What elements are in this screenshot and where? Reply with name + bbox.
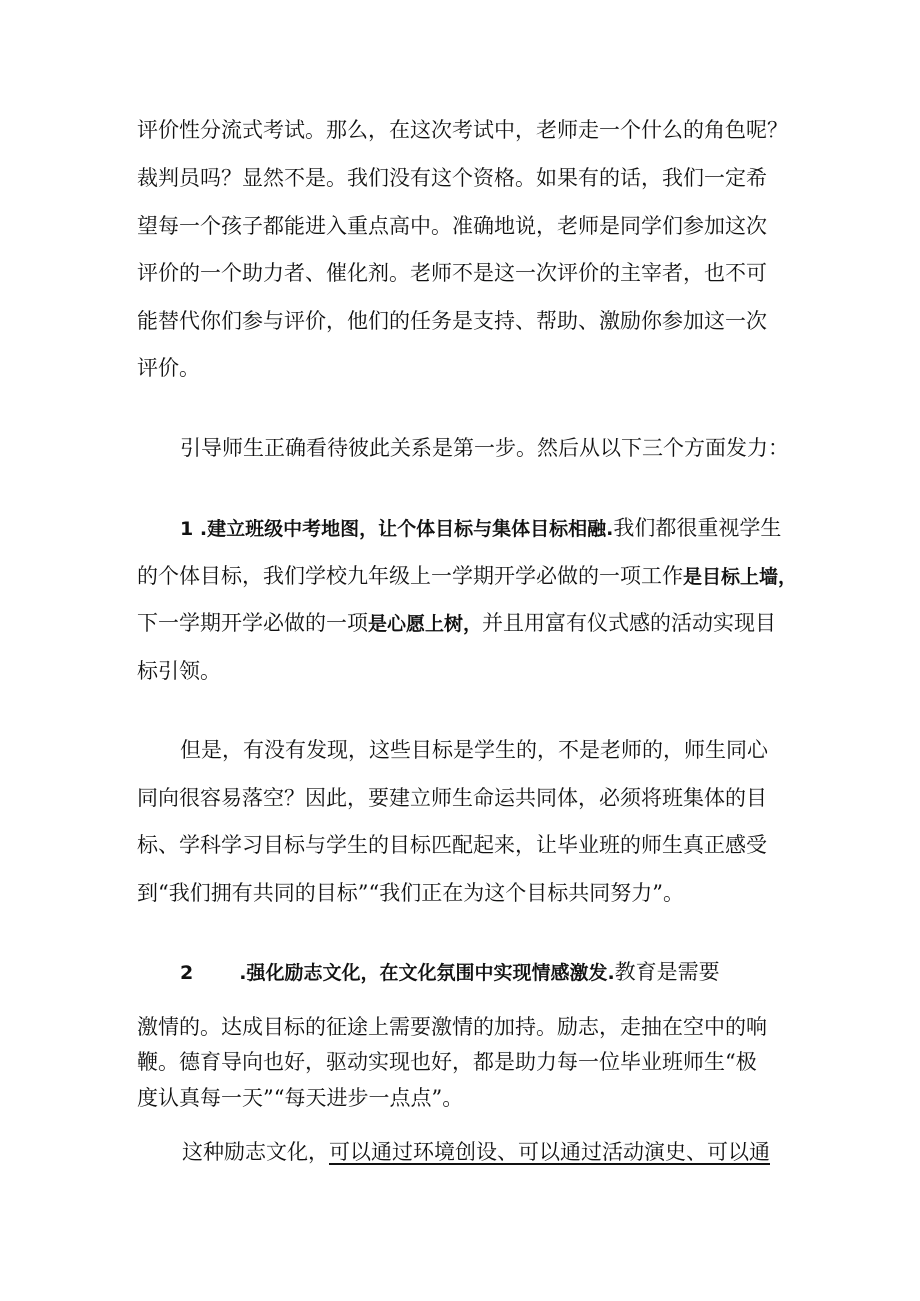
section-1-heading: .建立班级中考地图，让个体目标与集体目标相融.	[199, 518, 614, 540]
paragraph-3-line-3-tail: 并且用富有仪式感的活动实现目	[482, 611, 777, 635]
paragraph-6-line-1	[182, 1137, 770, 1167]
keyword-wish-tree: 是心愿上树，	[368, 613, 483, 635]
paragraph-4-line-2: 同向很容易落空？因此，要建立师生命运共同体，必须将班集体的目	[137, 786, 767, 810]
paragraph-1-line-6: 评价。	[137, 356, 200, 380]
paragraph-5-line-3: 鞭。德育导向也好，驱动实现也好，都是助力每一位毕业班师生“极	[137, 1050, 757, 1074]
paragraph-3-line-4: 标引领。	[137, 659, 221, 683]
underlined-phrase: 可以通过环境创设、可以通过活动演史、可以通	[329, 1140, 770, 1164]
paragraph-2-line-1: 引导师生正确看待彼此关系是第一步。然后从以下三个方面发力：	[180, 436, 789, 460]
paragraph-5-line-1	[180, 957, 720, 988]
paragraph-4-line-4: 到“我们拥有共同的目标”“我们正在为这个目标共同努力”。	[137, 881, 684, 905]
section-2-number: 2	[180, 962, 194, 984]
paragraph-5-line-4: 度认真每一天”“每天进步一点点”。	[137, 1086, 464, 1110]
paragraph-1-line-4: 评价的一个助力者、催化剂。老师不是这一次评价的主宰者，也不可	[137, 261, 767, 285]
paragraph-5-line-1-tail: 教育是需要	[614, 960, 720, 984]
paragraph-4-line-3: 标、学科学习目标与学生的目标匹配起来，让毕业班的师生真正感受	[137, 833, 767, 857]
section-1-number: 1	[180, 518, 194, 540]
paragraph-3-line-2	[137, 561, 797, 592]
paragraph-3-line-3-text: 下一学期开学必做的一项	[137, 611, 368, 635]
paragraph-3-line-2-text: 的个体目标，我们学校九年级上一学期开学必做的一项工作	[137, 564, 683, 588]
keyword-goal-wall: 是目标上墙，	[683, 566, 798, 588]
paragraph-1-line-2: 裁判员吗？显然不是。我们没有这个资格。如果有的话，我们一定希	[137, 166, 767, 190]
section-2-heading: .强化励志文化，在文化氛围中实现情感激发.	[239, 962, 615, 984]
paragraph-3-line-1-tail: 我们都很重视学生	[613, 516, 782, 540]
paragraph-4-line-1: 但是，有没有发现，这些目标是学生的，不是老师的，师生同心	[180, 738, 768, 762]
paragraph-1-line-3: 望每一个孩子都能进入重点高中。准确地说，老师是同学们参加这次	[137, 214, 767, 238]
paragraph-1-line-5: 能替代你们参与评价，他们的任务是支持、帮助、激励你参加这一次	[137, 309, 767, 333]
paragraph-3-line-1	[180, 513, 781, 544]
paragraph-6-line-1-text: 这种励志文化，	[182, 1140, 329, 1164]
paragraph-3-line-3	[137, 608, 776, 639]
paragraph-1-line-1: 评价性分流式考试。那么，在这次考试中，老师走一个什么的角色呢？	[137, 118, 788, 142]
paragraph-5-line-2: 激情的。达成目标的征途上需要激情的加持。励志，走抽在空中的响	[137, 1015, 767, 1039]
